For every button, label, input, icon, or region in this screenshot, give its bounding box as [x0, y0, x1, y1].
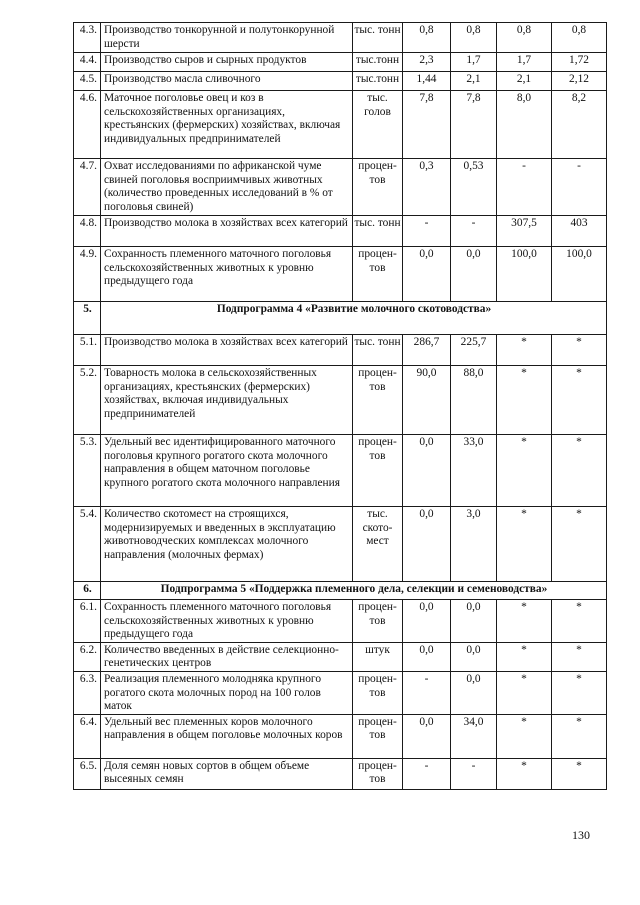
value-cell: 0,0: [451, 600, 497, 643]
table-row: [74, 216, 607, 247]
section-row: [74, 582, 607, 600]
indicator-name: Количество скотомест на строящихся, модернизируемых и введенных в эксплуатацию животноводческих комплексах молочного направления (молочных фермах): [101, 507, 353, 582]
value-cell: 0,3: [403, 159, 451, 216]
value-cell: 100,0: [552, 247, 607, 302]
value-cell: 100,0: [497, 247, 552, 302]
value-cell: 0,0: [403, 507, 451, 582]
indicator-name: Удельный вес идентифицированного маточного поголовья крупного рогатого скота молочного направления в общем маточном поголовье крупного рогатого скота молочного направления: [101, 435, 353, 507]
unit-cell: процен-тов: [353, 366, 403, 435]
value-cell: 0,0: [451, 642, 497, 671]
value-cell: *: [497, 671, 552, 714]
value-cell: 0,0: [403, 714, 451, 758]
section-number: 5.: [74, 302, 101, 335]
indicator-name: Охват исследованиями по африканской чуме свиней поголовья восприимчивых животных (количество проведенных исследований в % от поголовья свиней): [101, 159, 353, 216]
unit-cell: процен-тов: [353, 435, 403, 507]
row-number: 5.2.: [74, 366, 101, 435]
value-cell: 1,7: [497, 53, 552, 72]
section-row: [74, 302, 607, 335]
unit-cell: процен-тов: [353, 600, 403, 643]
indicator-name: Маточное поголовье овец и коз в сельскохозяйственных организациях, крестьянских (фермерских) хозяйствах, включая индивидуальных предпринимателей: [101, 91, 353, 159]
unit-cell: тыс. тонн: [353, 216, 403, 247]
value-cell: *: [497, 642, 552, 671]
value-cell: 2,1: [451, 72, 497, 91]
value-cell: -: [403, 671, 451, 714]
unit-cell: тыс. тонн: [353, 23, 403, 53]
value-cell: 0,0: [451, 247, 497, 302]
value-cell: *: [497, 366, 552, 435]
value-cell: *: [497, 507, 552, 582]
table-row: [74, 72, 607, 91]
row-number: 4.5.: [74, 72, 101, 91]
indicators-table-body: [74, 23, 607, 790]
value-cell: 403: [552, 216, 607, 247]
row-number: 5.3.: [74, 435, 101, 507]
row-number: 4.9.: [74, 247, 101, 302]
value-cell: *: [552, 671, 607, 714]
value-cell: -: [497, 159, 552, 216]
value-cell: 0,8: [403, 23, 451, 53]
unit-cell: процен-тов: [353, 247, 403, 302]
value-cell: 2,3: [403, 53, 451, 72]
value-cell: 90,0: [403, 366, 451, 435]
page-number: 130: [572, 828, 590, 842]
value-cell: 0,53: [451, 159, 497, 216]
value-cell: *: [497, 600, 552, 643]
table-row: [74, 435, 607, 507]
value-cell: 1,44: [403, 72, 451, 91]
value-cell: *: [497, 758, 552, 789]
unit-cell: тыс. ското-мест: [353, 507, 403, 582]
value-cell: *: [552, 507, 607, 582]
value-cell: *: [497, 714, 552, 758]
value-cell: *: [552, 758, 607, 789]
table-row: [74, 642, 607, 671]
value-cell: 88,0: [451, 366, 497, 435]
unit-cell: тыс. голов: [353, 91, 403, 159]
unit-cell: тыс. тонн: [353, 335, 403, 366]
table-row: [74, 23, 607, 53]
value-cell: 7,8: [403, 91, 451, 159]
value-cell: 8,2: [552, 91, 607, 159]
row-number: 4.8.: [74, 216, 101, 247]
indicator-name: Сохранность племенного маточного поголовья сельскохозяйственных животных к уровню предыдущего года: [101, 600, 353, 643]
value-cell: 307,5: [497, 216, 552, 247]
value-cell: 0,0: [403, 435, 451, 507]
value-cell: -: [403, 216, 451, 247]
indicator-name: Доля семян новых сортов в общем объеме высеяных семян: [101, 758, 353, 789]
row-number: 4.7.: [74, 159, 101, 216]
value-cell: *: [552, 335, 607, 366]
value-cell: 0,0: [451, 671, 497, 714]
value-cell: 225,7: [451, 335, 497, 366]
indicator-name: Производство сыров и сырных продуктов: [101, 53, 353, 72]
value-cell: 0,0: [403, 600, 451, 643]
unit-cell: тыс.тонн: [353, 53, 403, 72]
value-cell: 0,8: [552, 23, 607, 53]
row-number: 6.3.: [74, 671, 101, 714]
value-cell: *: [552, 642, 607, 671]
unit-cell: процен-тов: [353, 758, 403, 789]
value-cell: 286,7: [403, 335, 451, 366]
unit-cell: процен-тов: [353, 671, 403, 714]
unit-cell: тыс.тонн: [353, 72, 403, 91]
row-number: 5.4.: [74, 507, 101, 582]
unit-cell: процен-тов: [353, 159, 403, 216]
value-cell: 34,0: [451, 714, 497, 758]
indicator-name: Производство молока в хозяйствах всех категорий: [101, 216, 353, 247]
table-row: [74, 671, 607, 714]
value-cell: 1,72: [552, 53, 607, 72]
value-cell: *: [552, 714, 607, 758]
value-cell: -: [451, 216, 497, 247]
value-cell: *: [552, 366, 607, 435]
indicator-name: Сохранность племенного маточного поголовья сельскохозяйственных животных к уровню предыдущего года: [101, 247, 353, 302]
value-cell: -: [451, 758, 497, 789]
indicator-name: Реализация племенного молодняка крупного рогатого скота молочных пород на 100 голов маток: [101, 671, 353, 714]
table-row: [74, 758, 607, 789]
row-number: 4.3.: [74, 23, 101, 53]
value-cell: 3,0: [451, 507, 497, 582]
indicator-name: Производство тонкорунной и полутонкорунной шерсти: [101, 23, 353, 53]
indicators-table: [73, 22, 607, 790]
indicator-name: Производство молока в хозяйствах всех категорий: [101, 335, 353, 366]
table-row: [74, 53, 607, 72]
row-number: 5.1.: [74, 335, 101, 366]
value-cell: *: [552, 600, 607, 643]
value-cell: *: [497, 335, 552, 366]
value-cell: 8,0: [497, 91, 552, 159]
value-cell: 33,0: [451, 435, 497, 507]
value-cell: 0,0: [403, 247, 451, 302]
table-row: [74, 247, 607, 302]
section-title: Подпрограмма 4 «Развитие молочного скотоводства»: [101, 302, 607, 335]
table-row: [74, 507, 607, 582]
value-cell: 2,12: [552, 72, 607, 91]
indicator-name: Производство масла сливочного: [101, 72, 353, 91]
row-number: 4.6.: [74, 91, 101, 159]
table-row: [74, 714, 607, 758]
row-number: 6.1.: [74, 600, 101, 643]
unit-cell: штук: [353, 642, 403, 671]
section-number: 6.: [74, 582, 101, 600]
table-row: [74, 600, 607, 643]
value-cell: 7,8: [451, 91, 497, 159]
value-cell: 0,8: [451, 23, 497, 53]
section-title: Подпрограмма 5 «Поддержка племенного дела, селекции и семеноводства»: [101, 582, 607, 600]
value-cell: -: [403, 758, 451, 789]
table-row: [74, 335, 607, 366]
value-cell: *: [552, 435, 607, 507]
indicator-name: Удельный вес племенных коров молочного направления в общем поголовье молочных коров: [101, 714, 353, 758]
table-row: [74, 366, 607, 435]
value-cell: 0,8: [497, 23, 552, 53]
value-cell: *: [497, 435, 552, 507]
row-number: 6.5.: [74, 758, 101, 789]
table-row: [74, 91, 607, 159]
value-cell: 2,1: [497, 72, 552, 91]
indicator-name: Количество введенных в действие селекционно-генетических центров: [101, 642, 353, 671]
value-cell: 0,0: [403, 642, 451, 671]
row-number: 6.4.: [74, 714, 101, 758]
unit-cell: процен-тов: [353, 714, 403, 758]
row-number: 6.2.: [74, 642, 101, 671]
row-number: 4.4.: [74, 53, 101, 72]
value-cell: 1,7: [451, 53, 497, 72]
indicator-name: Товарность молока в сельскохозяйственных организациях, крестьянских (фермерских) хозяйствах, включая индивидуальных предпринимателей: [101, 366, 353, 435]
value-cell: -: [552, 159, 607, 216]
table-row: [74, 159, 607, 216]
